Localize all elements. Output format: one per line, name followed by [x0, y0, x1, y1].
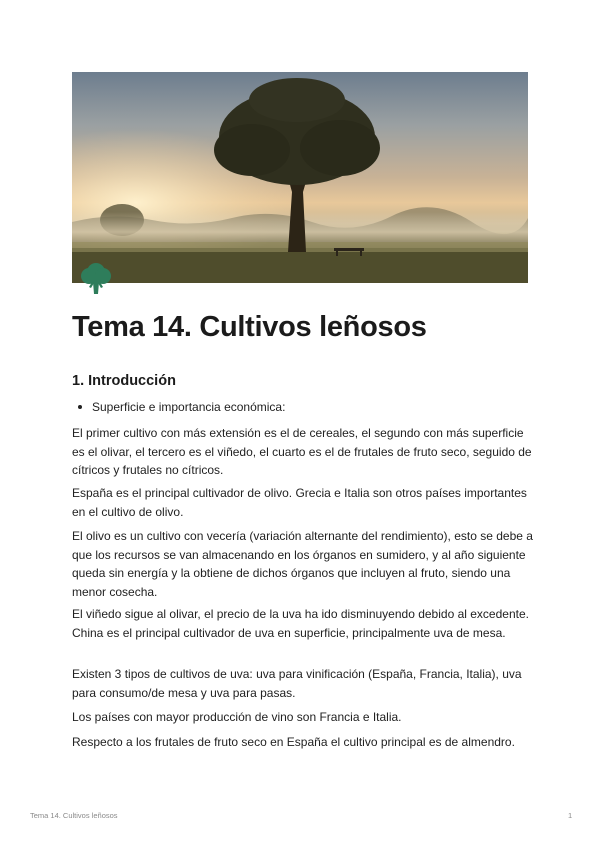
tree-icon [72, 72, 528, 283]
paragraph: España es el principal cultivador de olivo. Grecia e Italia son otros países importantes en el cultivo de olivo. [72, 486, 527, 519]
list-item-text: Superficie e importancia económica: [92, 400, 286, 414]
paragraph: Existen 3 tipos de cultivos de uva: uva para vinificación (España, Francia, Italia), uva para consumo/de mesa y uva para pasas. [72, 667, 522, 700]
paragraph: El primer cultivo con más extensión es el de cereales, el segundo con más superficie es el olivar, el tercero es el viñedo, el cuarto es el de frutales de fruto seco, seguido de cítricos y frutales no cítricos. [72, 426, 532, 477]
bullet-icon [78, 405, 82, 409]
broccoli-icon [78, 263, 114, 297]
paragraph: El viñedo sigue al olivar, el precio de la uva ha ido disminuyendo debido al excedente. China es el principal cultivador de uva en superficie, principalmente uva de mesa. [72, 607, 529, 640]
paragraph: Respecto a los frutales de fruto seco en España el cultivo principal es de almendro. [72, 735, 515, 749]
cover-image [72, 72, 528, 283]
list-item [78, 400, 285, 414]
section-heading: 1. Introducción [72, 373, 176, 389]
page-title: Tema 14. Cultivos leñosos [72, 311, 427, 343]
page-number: 1 [568, 811, 573, 820]
paragraph: El olivo es un cultivo con vecería (variación alternante del rendimiento), esto se debe a que los recursos se van almacenando en los órganos en sumidero, y al año siguiente queda sin energía y la obtiene de dichos órganos que incluyen al fruto, siendo una menor cosecha. [72, 529, 533, 599]
paragraph: Los países con mayor producción de vino son Francia e Italia. [72, 710, 402, 724]
footer-title: Tema 14. Cultivos leñosos [30, 811, 118, 820]
